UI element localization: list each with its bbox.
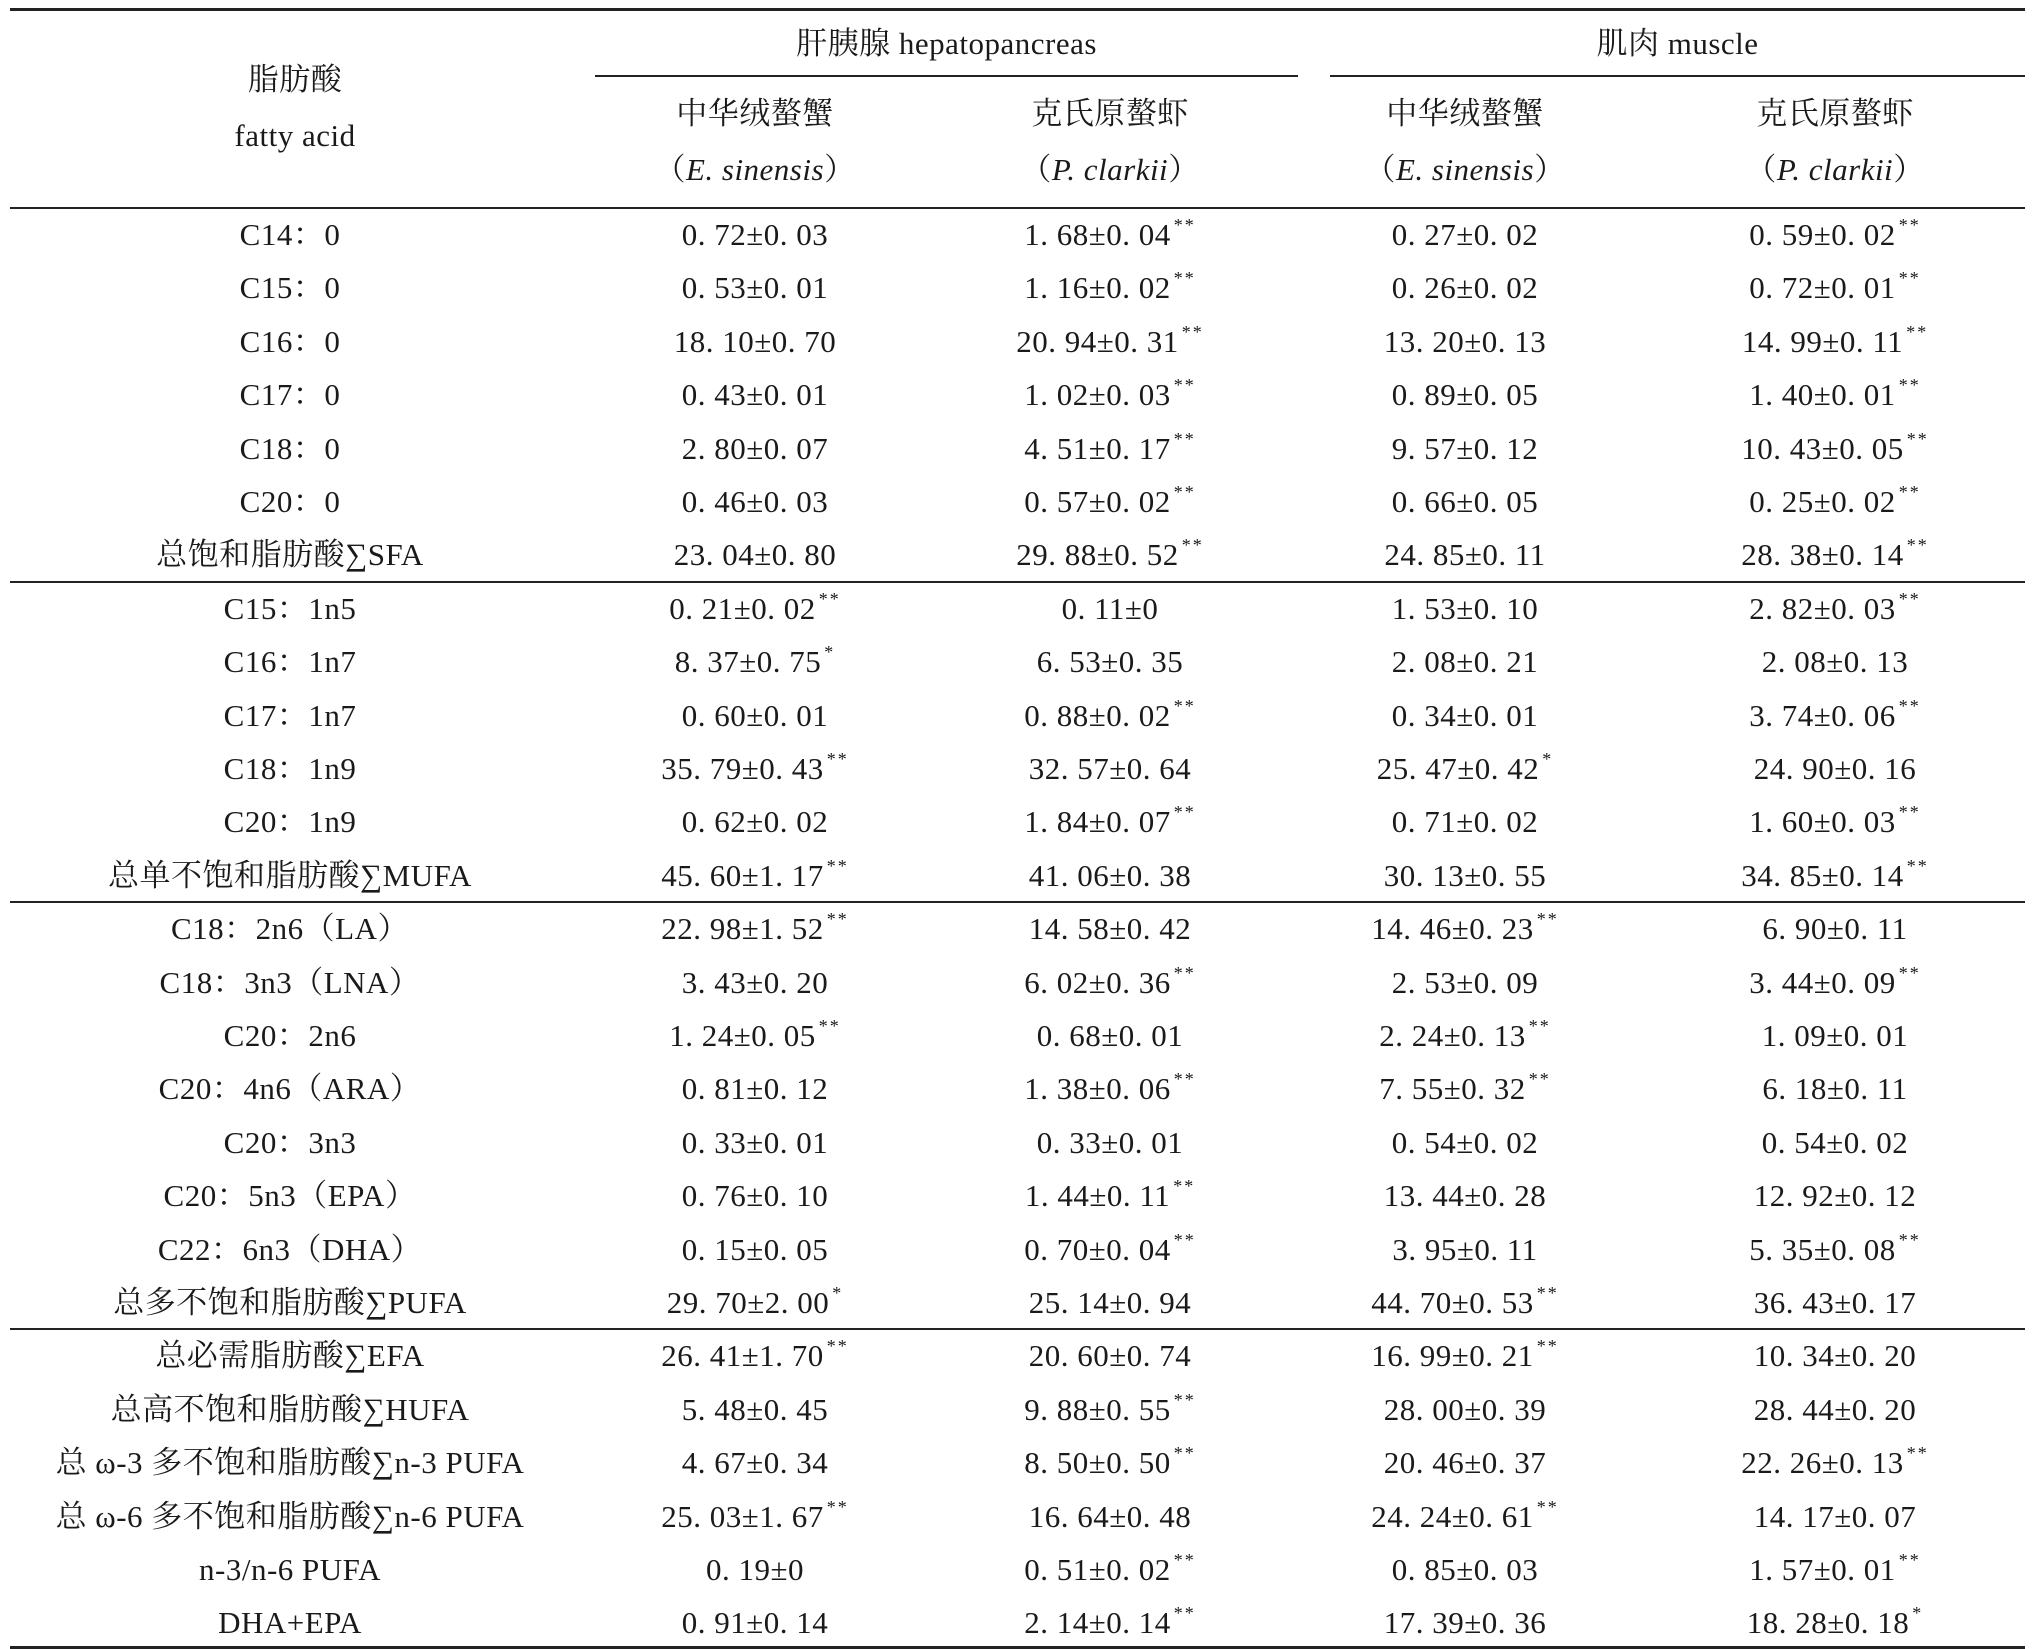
significance-mark: ** (1181, 321, 1204, 342)
significance-mark: ** (1906, 1443, 1929, 1464)
value-cell: 3. 95±0. 11 (1392, 1231, 1538, 1267)
significance-mark: ** (1898, 1550, 1921, 1570)
value-cell: 0. 46±0. 03 (681, 484, 829, 519)
value-cell: 2. 82±0. 03 ** (1749, 588, 1921, 626)
significance-mark: ** (1906, 535, 1929, 556)
value-cell: 16. 64±0. 48 (1028, 1498, 1192, 1534)
fatty-acid-name: C18：2n6（LA） (171, 911, 409, 947)
value-cell: 26. 41±1. 70 ** (661, 1336, 849, 1374)
value-cell: 0. 62±0. 02 (681, 804, 829, 840)
value-cell: 0. 33±0. 01 (681, 1124, 829, 1160)
value-cell: 16. 99±0. 21 ** (1371, 1336, 1559, 1374)
significance-mark: ** (1173, 695, 1196, 716)
significance-mark: ** (818, 588, 841, 609)
fatty-acid-name: DHA+EPA (218, 1605, 362, 1641)
sfa-section-rule (10, 581, 2025, 583)
value-cell: 23. 04±0. 80 (673, 537, 837, 573)
value-cell: 0. 72±0. 03 (681, 217, 829, 252)
value-cell: 24. 90±0. 16 (1753, 751, 1917, 786)
significance-mark: ** (1173, 428, 1196, 449)
significance-mark: ** (1173, 482, 1196, 502)
significance-mark: ** (826, 909, 849, 930)
value-cell: 44. 70±0. 53 ** (1371, 1283, 1559, 1320)
value-cell: 0. 21±0. 02 ** (669, 588, 841, 626)
value-cell: 28. 00±0. 39 (1383, 1391, 1547, 1427)
fatty-acid-name: C18：3n3（LNA） (159, 964, 421, 1000)
significance-mark: ** (1173, 802, 1196, 823)
pufa-section-rule (10, 1328, 2025, 1330)
value-cell: 10. 34±0. 20 (1753, 1338, 1917, 1374)
significance-mark: ** (1906, 855, 1929, 876)
value-cell: 14. 17±0. 07 (1753, 1498, 1917, 1534)
significance-mark: * (824, 642, 836, 663)
significance-mark: ** (1173, 1229, 1196, 1250)
species-name-zh: 克氏原螯虾 (1756, 96, 1914, 131)
species-name-latin: （P. clarkii） (1745, 152, 1925, 187)
value-cell: 7. 55±0. 32 ** (1379, 1069, 1551, 1107)
value-cell: 2. 80±0. 07 (681, 430, 829, 466)
value-cell: 1. 02±0. 03 ** (1024, 375, 1196, 413)
fatty-acid-name: C14：0 (239, 217, 341, 252)
value-cell: 32. 57±0. 64 (1028, 751, 1192, 786)
fatty-acid-name: 总 ω-3 多不饱和脂肪酸∑n-3 PUFA (55, 1445, 525, 1481)
value-cell: 22. 26±0. 13 ** (1741, 1443, 1929, 1481)
value-cell: 1. 16±0. 02 ** (1024, 268, 1196, 306)
value-cell: 0. 25±0. 02 ** (1749, 482, 1921, 519)
value-cell: 0. 33±0. 01 (1036, 1124, 1184, 1160)
value-cell: 29. 88±0. 52 ** (1016, 535, 1204, 573)
fatty-acid-name: C16：0 (239, 323, 341, 359)
significance-mark: ** (1536, 1336, 1559, 1357)
value-cell: 36. 43±0. 17 (1753, 1285, 1917, 1320)
value-cell: 10. 43±0. 05 ** (1741, 428, 1929, 466)
value-cell: 14. 58±0. 42 (1028, 911, 1192, 947)
fatty-acid-header-zh: 脂肪酸 (247, 62, 343, 97)
value-cell: 1. 40±0. 01 ** (1749, 375, 1921, 413)
value-cell: 18. 10±0. 70 (673, 323, 837, 359)
value-cell: 4. 67±0. 34 (681, 1445, 829, 1481)
value-cell: 3. 44±0. 09 ** (1749, 962, 1921, 1000)
value-cell: 0. 72±0. 01 ** (1749, 268, 1921, 306)
value-cell: 22. 98±1. 52 ** (661, 909, 849, 947)
hepatopancreas-group-header: 肝胰腺 hepatopancreas (796, 26, 1097, 61)
value-cell: 0. 51±0. 02 ** (1024, 1550, 1196, 1587)
significance-mark: ** (1173, 375, 1196, 396)
significance-mark: ** (1173, 1176, 1196, 1197)
significance-mark: ** (1173, 215, 1196, 235)
significance-mark: ** (1528, 1016, 1551, 1036)
value-cell: 34. 85±0. 14 ** (1741, 855, 1929, 893)
significance-mark: * (1542, 749, 1554, 769)
value-cell: 2. 53±0. 09 (1391, 964, 1539, 1000)
value-cell: 4. 51±0. 17 ** (1024, 428, 1196, 466)
species-name-zh: 中华绒螯蟹 (1386, 96, 1544, 131)
value-cell: 0. 68±0. 01 (1036, 1018, 1184, 1053)
significance-mark: ** (1173, 1603, 1196, 1624)
significance-mark: ** (1898, 215, 1921, 235)
value-cell: 0. 81±0. 12 (681, 1071, 829, 1107)
value-cell: 45. 60±1. 17 ** (661, 855, 849, 893)
value-cell: 0. 88±0. 02 ** (1024, 695, 1196, 733)
species-name-zh: 克氏原螯虾 (1031, 96, 1189, 131)
value-cell: 0. 26±0. 02 (1391, 270, 1539, 306)
muscle-group-rule (1330, 75, 2025, 77)
value-cell: 3. 74±0. 06 ** (1749, 695, 1921, 733)
significance-mark: ** (1898, 802, 1921, 823)
fatty-acid-name: n-3/n-6 PUFA (199, 1552, 381, 1587)
fatty-acid-name: 总必需脂肪酸∑EFA (155, 1338, 425, 1374)
value-cell: 14. 46±0. 23 ** (1371, 909, 1559, 947)
significance-mark: ** (826, 749, 849, 769)
fatty-acid-name: 总多不饱和脂肪酸∑PUFA (113, 1285, 467, 1320)
significance-mark: ** (826, 1496, 849, 1517)
value-cell: 35. 79±0. 43 ** (661, 749, 849, 786)
fatty-acid-name: 总单不饱和脂肪酸∑MUFA (108, 857, 472, 893)
value-cell: 6. 18±0. 11 (1762, 1071, 1908, 1107)
species-name-latin: （E. sinensis） (1364, 152, 1566, 187)
value-cell: 0. 89±0. 05 (1391, 377, 1539, 413)
significance-mark: * (1912, 1603, 1924, 1624)
value-cell: 0. 54±0. 02 (1391, 1124, 1539, 1160)
value-cell: 0. 66±0. 05 (1391, 484, 1539, 519)
significance-mark: ** (1906, 428, 1929, 449)
significance-mark: ** (1536, 1283, 1559, 1303)
fatty-acid-name: 总饱和脂肪酸∑SFA (156, 537, 424, 573)
value-cell: 0. 15±0. 05 (681, 1231, 829, 1267)
fatty-acid-name: C22：6n3（DHA） (157, 1231, 423, 1267)
fatty-acid-name: C20：1n9 (223, 804, 357, 840)
significance-mark: ** (1173, 1069, 1196, 1090)
significance-mark: ** (1536, 1496, 1559, 1517)
value-cell: 30. 13±0. 55 (1383, 857, 1547, 893)
significance-mark: ** (1181, 535, 1204, 556)
value-cell: 0. 70±0. 04 ** (1024, 1229, 1196, 1267)
significance-mark: ** (1898, 962, 1921, 983)
value-cell: 2. 08±0. 21 (1391, 644, 1539, 680)
fatty-acid-name: C16：1n7 (223, 644, 357, 680)
value-cell: 2. 14±0. 14 ** (1024, 1603, 1196, 1641)
hepato-group-rule (595, 75, 1298, 77)
value-cell: 6. 90±0. 11 (1762, 911, 1908, 947)
significance-mark: ** (1898, 588, 1921, 609)
species-name-latin: （E. sinensis） (654, 152, 856, 187)
value-cell: 0. 60±0. 01 (681, 697, 829, 733)
header-rule (10, 207, 2025, 209)
fatty-acid-name: C20：4n6（ARA） (158, 1071, 422, 1107)
value-cell: 0. 57±0. 02 ** (1024, 482, 1196, 519)
significance-mark: * (832, 1283, 844, 1303)
value-cell: 6. 02±0. 36 ** (1024, 962, 1196, 1000)
value-cell: 2. 24±0. 13 ** (1379, 1016, 1551, 1053)
value-cell: 1. 44±0. 11 ** (1024, 1176, 1196, 1214)
value-cell: 1. 38±0. 06 ** (1024, 1069, 1196, 1107)
fatty-acid-name: 总 ω-6 多不饱和脂肪酸∑n-6 PUFA (55, 1498, 525, 1534)
value-cell: 28. 38±0. 14 ** (1741, 535, 1929, 573)
value-cell: 2. 08±0. 13 (1761, 644, 1909, 680)
value-cell: 1. 57±0. 01 ** (1749, 1550, 1921, 1587)
value-cell: 29. 70±2. 00 * (666, 1283, 844, 1320)
value-cell: 0. 71±0. 02 (1391, 804, 1539, 840)
value-cell: 5. 35±0. 08 ** (1749, 1229, 1921, 1267)
significance-mark: ** (818, 1016, 841, 1036)
species-name-zh: 中华绒螯蟹 (676, 96, 834, 131)
significance-mark: ** (1528, 1069, 1551, 1090)
value-cell: 0. 34±0. 01 (1391, 697, 1539, 733)
fatty-acid-header-en: fatty acid (234, 118, 356, 153)
significance-mark: ** (826, 855, 849, 876)
value-cell: 12. 92±0. 12 (1753, 1178, 1917, 1214)
fatty-acid-name: C17：1n7 (223, 697, 357, 733)
value-cell: 0. 11±0 (1061, 590, 1159, 626)
value-cell: 1. 60±0. 03 ** (1749, 802, 1921, 840)
value-cell: 0. 85±0. 03 (1391, 1552, 1539, 1587)
value-cell: 1. 84±0. 07 ** (1024, 802, 1196, 840)
value-cell: 41. 06±0. 38 (1028, 857, 1192, 893)
significance-mark: ** (826, 1336, 849, 1357)
value-cell: 0. 27±0. 02 (1391, 217, 1539, 252)
value-cell: 17. 39±0. 36 (1383, 1605, 1547, 1641)
value-cell: 0. 54±0. 02 (1761, 1124, 1909, 1160)
value-cell: 14. 99±0. 11 ** (1741, 321, 1929, 359)
value-cell: 25. 03±1. 67 ** (661, 1496, 849, 1534)
value-cell: 3. 43±0. 20 (681, 964, 829, 1000)
significance-mark: ** (1173, 962, 1196, 983)
value-cell: 0. 19±0 (705, 1552, 804, 1587)
fatty-acid-name: C20：0 (239, 484, 341, 519)
value-cell: 25. 14±0. 94 (1028, 1285, 1192, 1320)
fatty-acid-name: C15：1n5 (223, 590, 357, 626)
value-cell: 24. 24±0. 61 ** (1371, 1496, 1559, 1534)
top-rule (10, 8, 2025, 11)
value-cell: 18. 28±0. 18 * (1746, 1603, 1924, 1641)
significance-mark: ** (1173, 1550, 1196, 1570)
value-cell: 9. 88±0. 55 ** (1024, 1389, 1196, 1427)
value-cell: 0. 76±0. 10 (681, 1178, 829, 1214)
fatty-acid-name: C15：0 (239, 270, 341, 306)
fatty-acid-name: C20：5n3（EPA） (163, 1178, 417, 1214)
value-cell: 13. 44±0. 28 (1383, 1178, 1547, 1214)
species-name-latin: （P. clarkii） (1020, 152, 1200, 187)
significance-mark: ** (1898, 1229, 1921, 1250)
value-cell: 20. 46±0. 37 (1383, 1445, 1547, 1481)
value-cell: 25. 47±0. 42 * (1376, 749, 1554, 786)
value-cell: 0. 53±0. 01 (681, 270, 829, 306)
fatty-acid-name: C18：1n9 (223, 751, 357, 786)
significance-mark: ** (1898, 268, 1921, 289)
fatty-acid-name: C17：0 (239, 377, 341, 413)
significance-mark: ** (1898, 482, 1921, 502)
value-cell: 6. 53±0. 35 (1036, 644, 1184, 680)
mufa-section-rule (10, 901, 2025, 903)
significance-mark: ** (1536, 909, 1559, 930)
significance-mark: ** (1898, 375, 1921, 396)
value-cell: 24. 85±0. 11 (1384, 537, 1546, 573)
fatty-acid-name: C20：3n3 (223, 1124, 357, 1160)
muscle-group-header: 肌肉 muscle (1596, 26, 1759, 61)
value-cell: 9. 57±0. 12 (1391, 430, 1539, 466)
value-cell: 28. 44±0. 20 (1753, 1391, 1917, 1427)
fatty-acid-name: 总高不饱和脂肪酸∑HUFA (110, 1391, 470, 1427)
significance-mark: ** (1173, 1443, 1196, 1464)
value-cell: 20. 94±0. 31 ** (1016, 321, 1204, 359)
fatty-acid-name: C20：2n6 (223, 1018, 357, 1053)
value-cell: 1. 24±0. 05 ** (669, 1016, 841, 1053)
value-cell: 1. 53±0. 10 (1391, 590, 1539, 626)
significance-mark: ** (1898, 695, 1921, 716)
fatty-acid-name: C18：0 (239, 430, 341, 466)
value-cell: 0. 43±0. 01 (681, 377, 829, 413)
value-cell: 0. 59±0. 02 ** (1749, 215, 1921, 252)
value-cell: 1. 68±0. 04 ** (1024, 215, 1196, 252)
significance-mark: ** (1173, 1389, 1196, 1410)
value-cell: 0. 91±0. 14 (681, 1605, 829, 1641)
value-cell: 13. 20±0. 13 (1383, 323, 1547, 359)
value-cell: 8. 50±0. 50 ** (1024, 1443, 1196, 1481)
value-cell: 8. 37±0. 75 * (674, 642, 836, 680)
value-cell: 20. 60±0. 74 (1028, 1338, 1192, 1374)
significance-mark: ** (1906, 321, 1929, 342)
value-cell: 1. 09±0. 01 (1761, 1018, 1909, 1053)
significance-mark: ** (1173, 268, 1196, 289)
value-cell: 5. 48±0. 45 (681, 1391, 829, 1427)
